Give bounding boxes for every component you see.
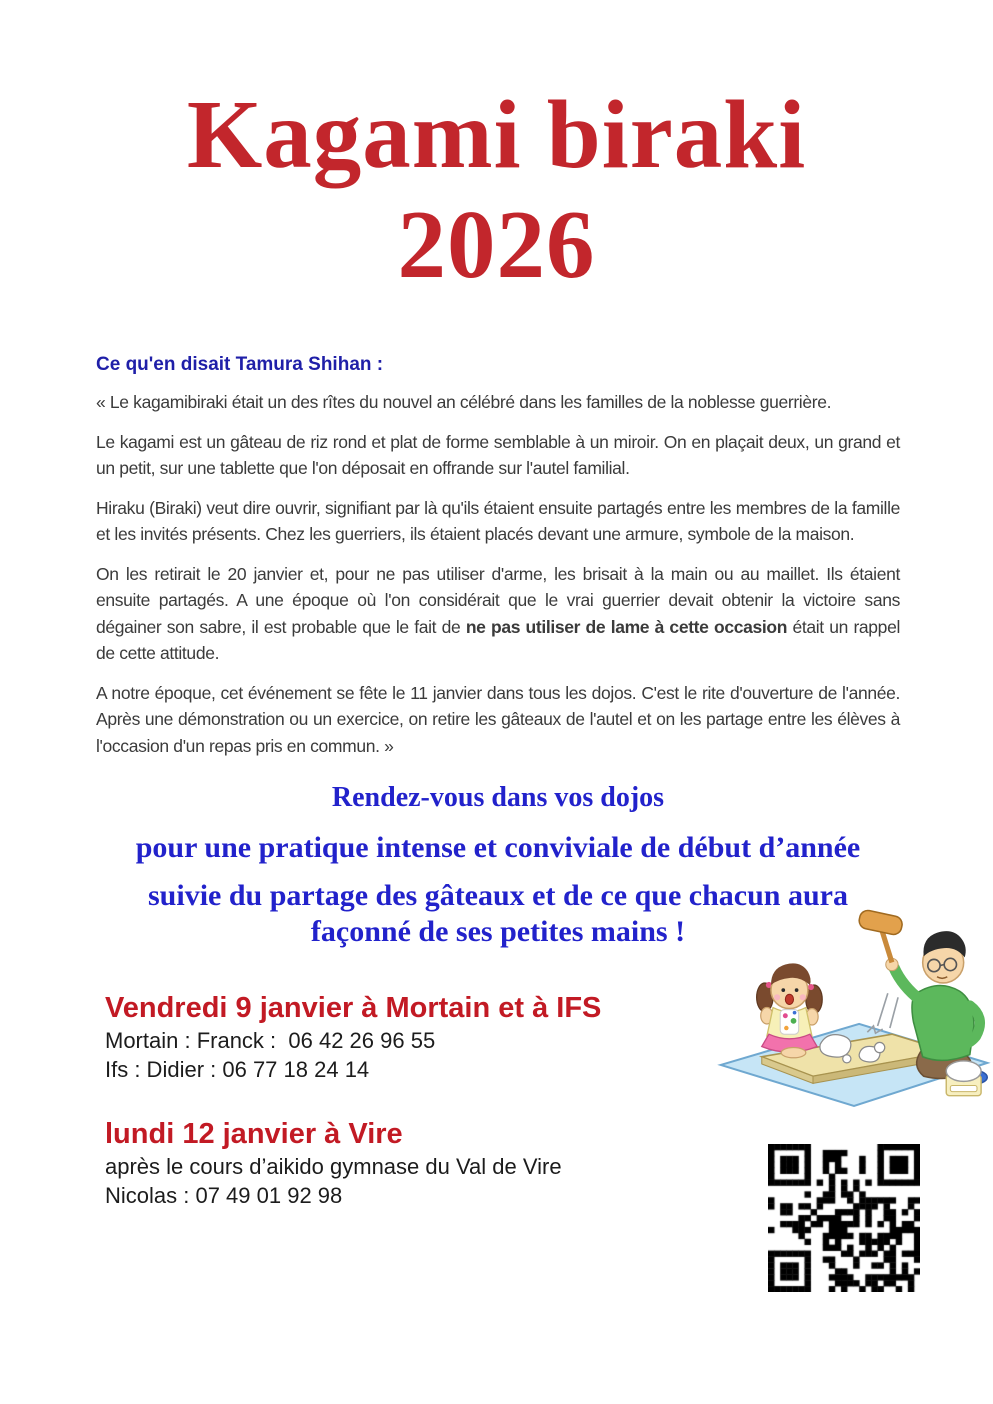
quote-paragraph-4-tail: était un rappel de cette attitude.	[96, 616, 900, 663]
quote-heading: Ce qu'en disait Tamura Shihan :	[96, 354, 384, 375]
page-title	[0, 80, 993, 300]
event-2-location: après le cours d’aikido gymnase du Val de Vire	[105, 1154, 562, 1179]
event-1-title: Vendredi 9 janvier à Mortain et à IFS	[105, 992, 602, 1024]
quote-paragraph-3: Hiraku (Biraki) veut dire ouvrir, signifiant par là qu'ils étaient ensuite partagés entre les membres de la famille et les invités présents. Chez les guerriers, ils étaient placés devant une armure, symbole de la maison.	[96, 497, 900, 544]
announcement-line-1: Rendez-vous dans vos dojos	[331, 782, 665, 813]
event-vire	[105, 1116, 745, 1210]
event-1-contact-2: Ifs : Didier : 06 77 18 24 14	[105, 1057, 370, 1082]
events-section	[105, 990, 745, 1210]
qr-code	[768, 1144, 920, 1292]
mochi-on-stand	[946, 1061, 981, 1096]
girl-figure	[757, 963, 823, 1057]
quote-paragraph-4	[96, 561, 900, 667]
event-1-contact-1: Mortain : Franck : 06 42 26 96 55	[105, 1028, 436, 1053]
event-mortain-ifs	[105, 990, 745, 1084]
quote-paragraph-1: « Le kagamibiraki était un des rîtes du nouvel an célébré dans les familles de la noblesse guerrière.	[96, 392, 832, 412]
mochi-breaking-illustration	[715, 903, 993, 1108]
quote-paragraph-2: Le kagami est un gâteau de riz rond et plat de forme semblable à un miroir. On en plaçait deux, un grand et un petit, sur une tablette que l'on déposait en offrande sur l'autel familial.	[96, 431, 900, 478]
page-title-line2: 2026	[397, 191, 596, 298]
page-title-line1: Kagami biraki	[186, 81, 807, 188]
quote-paragraph-5: A notre époque, cet événement se fête le 11 janvier dans tous les dojos. C'est le rite d'ouverture de l'année. Après une démonstration ou un exercice, on retire les gâteaux de l'autel et on les partage entre les élèves à l'occasion d'un repas pris en commun. »	[96, 682, 900, 756]
event-2-contact: Nicolas : 07 49 01 92 98	[105, 1183, 343, 1208]
quote-paragraph-4-text: On les retirait le 20 janvier et, pour ne pas utiliser d'arme, les brisait à la main ou au maillet. Ils étaient ensuite partagés. A une époque où l'on considérait que le vrai guerrier devait obtenir la victoire sans dégainer son sabre, il est probable que le fait de	[96, 563, 900, 637]
announcement-line-2: pour une pratique intense et conviviale de début d’année	[135, 831, 861, 864]
announcement-line-3: suivie du partage des gâteaux et de ce que chacun aura façonné de ses petites mains !	[148, 879, 848, 948]
motion-lines	[867, 993, 898, 1033]
quote-paragraph-4-bold: ne pas utiliser de lame à cette occasion	[465, 616, 788, 637]
mallet-icon	[858, 909, 904, 962]
quote-section	[96, 354, 900, 950]
event-2-title: lundi 12 janvier à Vire	[105, 1118, 403, 1150]
